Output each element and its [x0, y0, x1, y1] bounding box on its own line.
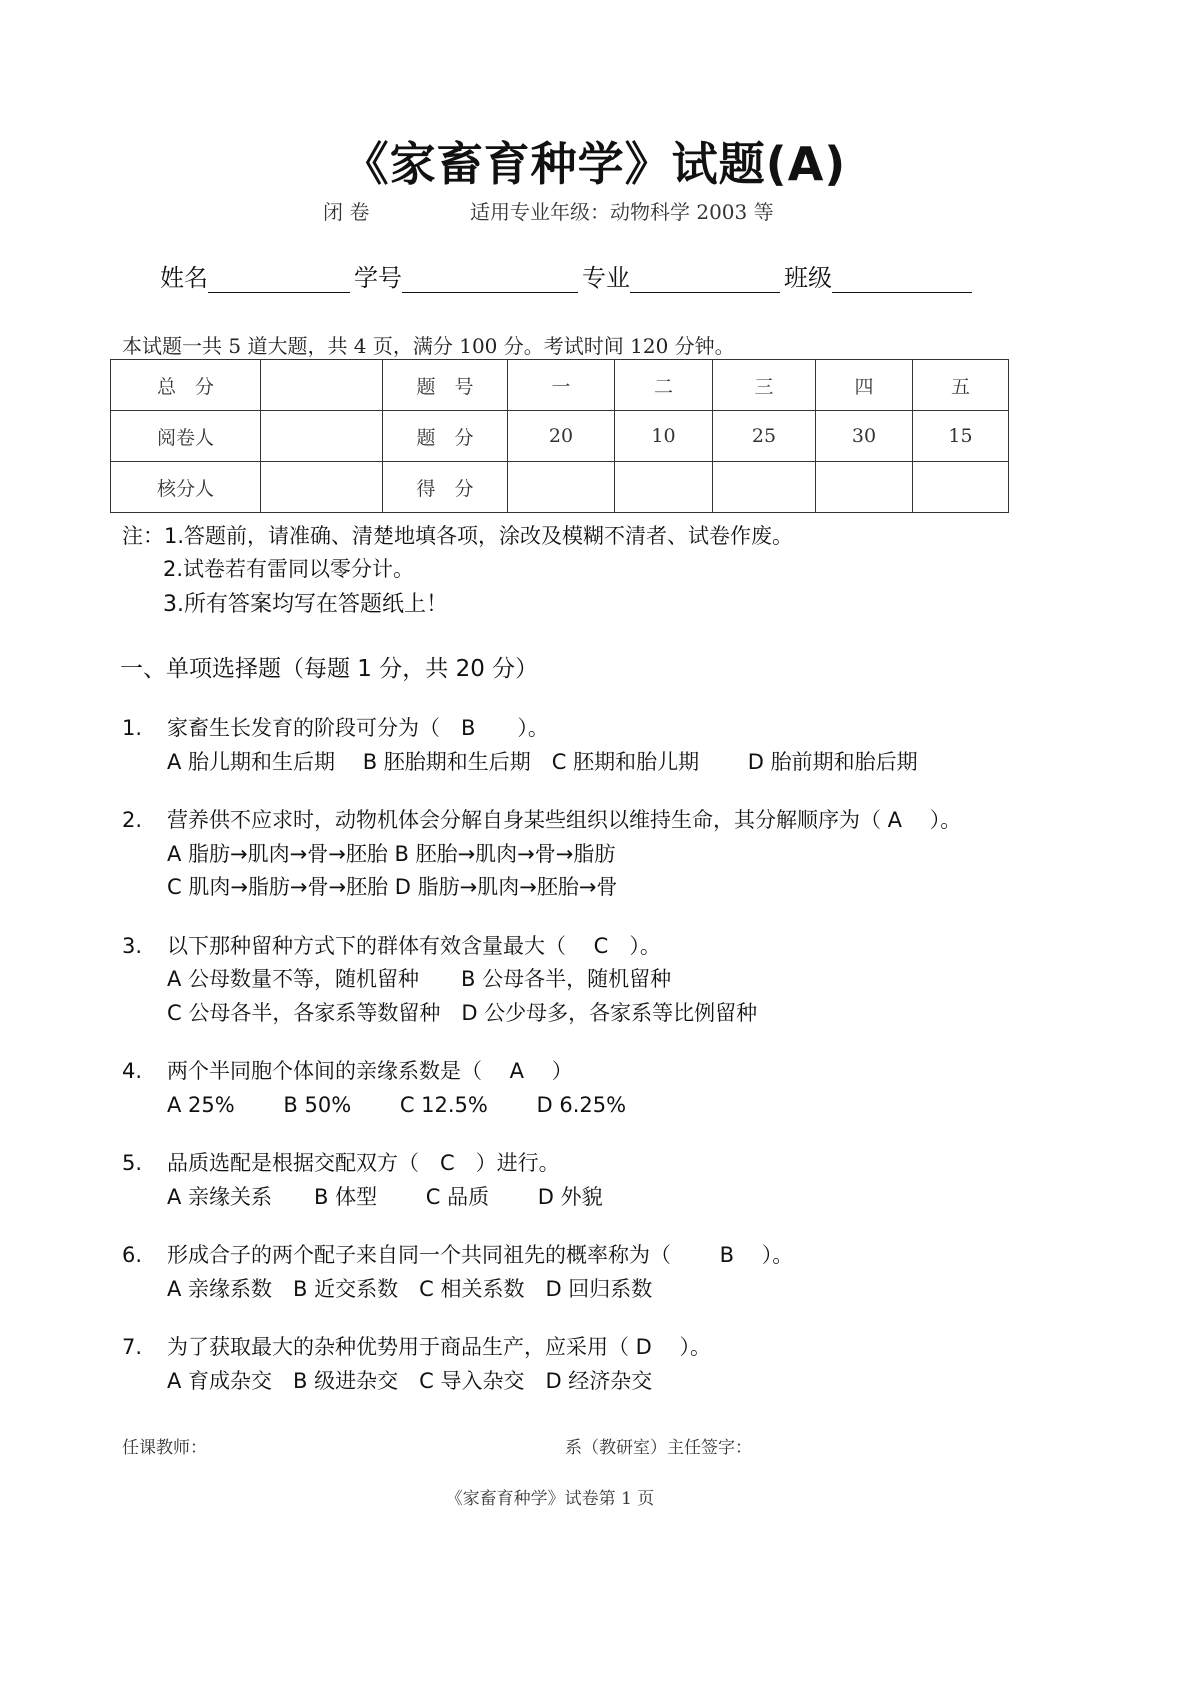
director-signature-label: 系（教研室）主任签字：: [565, 1438, 752, 1458]
table-cell: 总 分: [111, 360, 261, 411]
section-heading: 一、单项选择题（每题 1 分，共 20 分）: [120, 656, 539, 682]
question-1: [122, 712, 549, 742]
table-cell: [615, 462, 713, 513]
table-row: [111, 411, 1009, 462]
question-5-options: A 亲缘关系 B 体型 C 品质 D 外貌: [167, 1185, 603, 1209]
question-6-options: A 亲缘系数 B 近交系数 C 相关系数 D 回归系数: [167, 1277, 653, 1301]
page-number: 《家畜育种学》试卷第 1 页: [445, 1489, 655, 1509]
table-cell: 得 分: [383, 462, 508, 513]
question-3-options-line1: A 公母数量不等，随机留种 B 公母各半，随机留种: [167, 967, 672, 991]
question-text: 家畜生长发育的阶段可分为（ B ）。: [167, 716, 549, 740]
table-cell: 题 号: [383, 360, 508, 411]
question-7-options: A 育成杂交 B 级进杂交 C 导入杂交 D 经济杂交: [167, 1369, 653, 1393]
id-blank[interactable]: [402, 266, 578, 293]
table-cell: 10: [615, 411, 713, 462]
table-row: [111, 360, 1009, 411]
question-text: 营养供不应求时，动物机体会分解自身某些组织以维持生命，其分解顺序为（ A ）。: [167, 808, 962, 832]
question-text: 两个半同胞个体间的亲缘系数是（ A ）: [167, 1059, 573, 1083]
table-cell: [261, 360, 383, 411]
table-cell: 30: [816, 411, 913, 462]
note-2: 2.试卷若有雷同以零分计。: [163, 557, 415, 581]
table-cell: [261, 462, 383, 513]
id-label: 学号: [354, 264, 402, 292]
name-label: 姓名: [160, 264, 208, 292]
question-2: [122, 804, 961, 834]
table-cell: 25: [713, 411, 816, 462]
table-cell: 三: [713, 360, 816, 411]
table-cell: [713, 462, 816, 513]
question-number: 5.: [122, 1151, 143, 1175]
exam-title: 《家畜育种学》试题(A): [342, 137, 847, 191]
question-text: 品质选配是根据交配双方（ C ）进行。: [167, 1151, 560, 1175]
question-number: 4.: [122, 1059, 143, 1083]
question-text: 形成合子的两个配子来自同一个共同祖先的概率称为（ B ）。: [167, 1243, 794, 1267]
table-cell: [816, 462, 913, 513]
question-3: [122, 930, 661, 960]
question-number: 7.: [122, 1335, 143, 1359]
table-cell: [261, 411, 383, 462]
student-info-row: [160, 258, 976, 293]
table-cell: 20: [508, 411, 615, 462]
question-5: [122, 1147, 560, 1177]
score-table: [110, 359, 1009, 513]
table-cell: [913, 462, 1009, 513]
major-label: 专业: [582, 264, 630, 292]
table-cell: 二: [615, 360, 713, 411]
table-cell: [508, 462, 615, 513]
question-number: 2.: [122, 808, 143, 832]
note-1: 注：1.答题前，请准确、清楚地填各项，涂改及模糊不清者、试卷作废。: [122, 524, 794, 548]
question-6: [122, 1239, 793, 1269]
exam-summary: 本试题一共 5 道大题，共 4 页，满分 100 分。考试时间 120 分钟。: [122, 334, 735, 358]
question-4-options: A 25% B 50% C 12.5% D 6.25%: [167, 1093, 627, 1117]
major-blank[interactable]: [630, 266, 780, 293]
table-cell: 阅卷人: [111, 411, 261, 462]
table-cell: 15: [913, 411, 1009, 462]
table-cell: 核分人: [111, 462, 261, 513]
table-cell: 题 分: [383, 411, 508, 462]
exam-type: 闭 卷: [323, 200, 370, 224]
question-number: 1.: [122, 716, 143, 740]
question-number: 3.: [122, 934, 143, 958]
teacher-signature-label: 任课教师：: [122, 1438, 207, 1458]
question-2-options-line2: C 肌肉→脂肪→骨→胚胎 D 脂肪→肌肉→胚胎→骨: [167, 875, 618, 899]
question-4: [122, 1055, 573, 1085]
name-blank[interactable]: [208, 266, 350, 293]
question-text: 以下那种留种方式下的群体有效含量最大（ C ）。: [167, 934, 661, 958]
note-3: 3.所有答案均写在答题纸上！: [163, 592, 448, 617]
question-3-options-line2: C 公母各半，各家系等数留种 D 公少母多，各家系等比例留种: [167, 1001, 758, 1025]
table-cell: 五: [913, 360, 1009, 411]
question-text: 为了获取最大的杂种优势用于商品生产，应采用（ D ）。: [167, 1335, 712, 1359]
applicable-major: 适用专业年级：动物科学 2003 等: [470, 200, 774, 224]
question-2-options-line1: A 脂肪→肌肉→骨→胚胎 B 胚胎→肌肉→骨→脂肪: [167, 842, 616, 866]
table-row: [111, 462, 1009, 513]
question-1-options: A 胎儿期和生后期 B 胚胎期和生后期 C 胚期和胎儿期 D 胎前期和胎后期: [167, 750, 918, 774]
question-number: 6.: [122, 1243, 143, 1267]
table-cell: 一: [508, 360, 615, 411]
table-cell: 四: [816, 360, 913, 411]
question-7: [122, 1331, 711, 1361]
class-label: 班级: [784, 264, 832, 292]
class-blank[interactable]: [832, 266, 972, 293]
